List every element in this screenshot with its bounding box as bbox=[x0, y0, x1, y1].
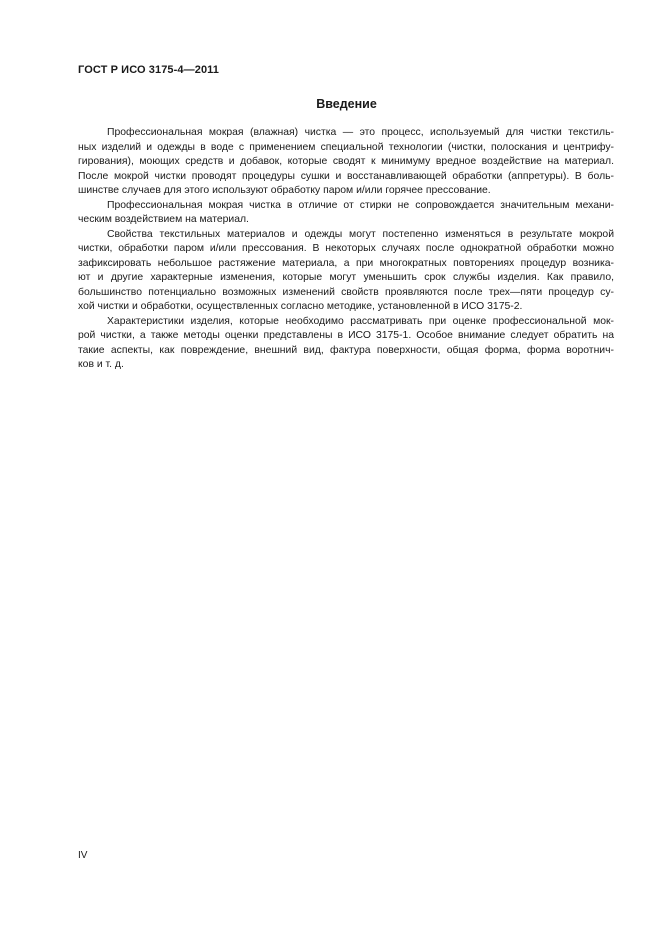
text-line: рой чистки, а также методы оценки представлены в ИСО 3175-1. Особое внимание следует обратить на bbox=[78, 330, 614, 341]
text-line: ных изделий и одежды в воде с применением специальной технологии (чистки, полоскания и центрифу- bbox=[78, 141, 614, 153]
paragraph-4 bbox=[78, 315, 614, 373]
paragraph-1 bbox=[78, 126, 614, 199]
body-text bbox=[78, 126, 614, 373]
document-code-header: ГОСТ Р ИСО 3175-4—2011 bbox=[78, 64, 219, 76]
text-line: гирования), моющих средств и добавок, которые сводят к минимуму вредное воздействие на материал. bbox=[78, 156, 614, 167]
text-line: ков и т. д. bbox=[78, 359, 124, 370]
text-line: Профессиональная мокрая (влажная) чистка — это процесс, используемый для чистки текстиль- bbox=[107, 127, 614, 138]
text-line: хой чистки и обработки, осуществленных согласно методике, установленной в ИСО 3175-2. bbox=[78, 301, 523, 312]
text-line: чистки, обработки паром и/или прессования. В некоторых случаях после однократной обработки можно bbox=[78, 243, 614, 254]
text-line: Свойства текстильных материалов и одежды могут постепенно изменяться в результате мокрой bbox=[107, 228, 614, 240]
text-line: ют и другие характерные изменения, которые могут уменьшить срок службы изделия. Как правило, bbox=[78, 272, 614, 283]
text-line: зафиксировать небольшое растяжение материала, а при многократных повторениях процедур возника- bbox=[78, 257, 614, 269]
text-line: Профессиональная мокрая чистка в отличие от стирки не сопровождается значительным механи- bbox=[107, 199, 614, 211]
paragraph-2 bbox=[78, 199, 614, 228]
text-line: ческим воздействием на материал. bbox=[78, 214, 249, 225]
text-line: большинство потенциально возможных изменений свойств проявляются после трех—пяти процедур су- bbox=[78, 286, 614, 298]
page-number: IV bbox=[78, 850, 88, 861]
text-line: Характеристики изделия, которые необходимо рассматривать при оценке профессиональной мок- bbox=[107, 315, 614, 327]
paragraph-3 bbox=[78, 228, 614, 315]
text-line: После мокрой чистки проводят процедуры сушки и восстанавливающей обработки (аппретуры). В боль- bbox=[78, 170, 614, 182]
section-title: Введение bbox=[316, 97, 377, 111]
text-line: шинстве случаев для этого используют обработку паром и/или горячее прессование. bbox=[78, 185, 491, 196]
text-line: такие аспекты, как повреждение, внешний вид, фактура поверхности, общая форма, форма воротнич- bbox=[78, 344, 614, 356]
